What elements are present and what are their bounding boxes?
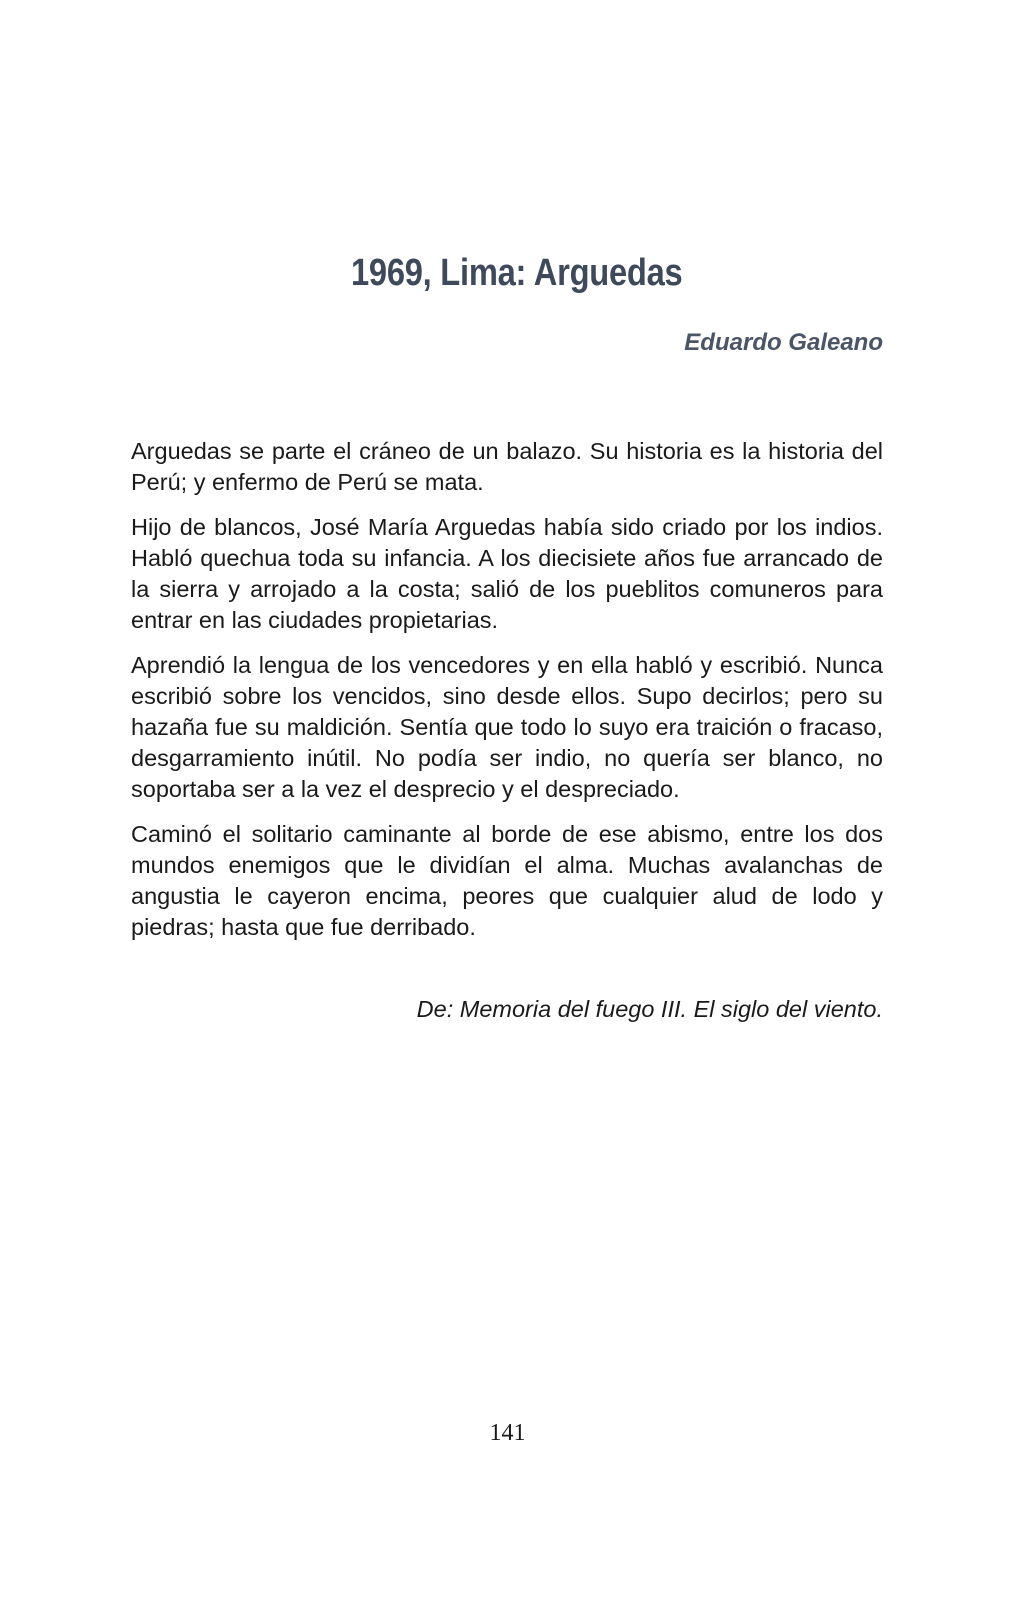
author-name: Eduardo Galeano xyxy=(684,329,883,356)
body-text xyxy=(131,436,883,957)
page-number: 141 xyxy=(489,1420,526,1446)
source-citation: De: Memoria del fuego III. El siglo del viento. xyxy=(416,996,883,1022)
paragraph: Aprendió la lengua de los vencedores y en ella habló y escribió. Nunca escribió sobre los vencidos, sino desde ellos. Supo decirlos; pero su hazaña fue su maldición. Sentía que todo lo suyo era traición o fracaso, desgarramiento inútil. No podía ser indio, no quería ser blanco, no soportaba ser a la vez el desprecio y el despreciado. xyxy=(131,652,883,802)
page-title: 1969, Lima: Arguedas xyxy=(350,252,683,294)
paragraph: Arguedas se parte el cráneo de un balazo. Su historia es la historia del Perú; y enfermo de Perú se mata. xyxy=(131,438,883,495)
paragraph: Caminó el solitario caminante al borde de ese abismo, entre los dos mundos enemigos que le dividían el alma. Muchas avalanchas de angustia le cayeron encima, peores que cualquier alud de lodo y piedras; hasta que fue derribado. xyxy=(131,821,883,940)
paragraph: Hijo de blancos, José María Arguedas había sido criado por los indios. Habló quechua toda su infancia. A los diecisiete años fue arrancado de la sierra y arrojado a la costa; salió de los pueblitos comuneros para entrar en las ciudades propietarias. xyxy=(131,514,883,633)
